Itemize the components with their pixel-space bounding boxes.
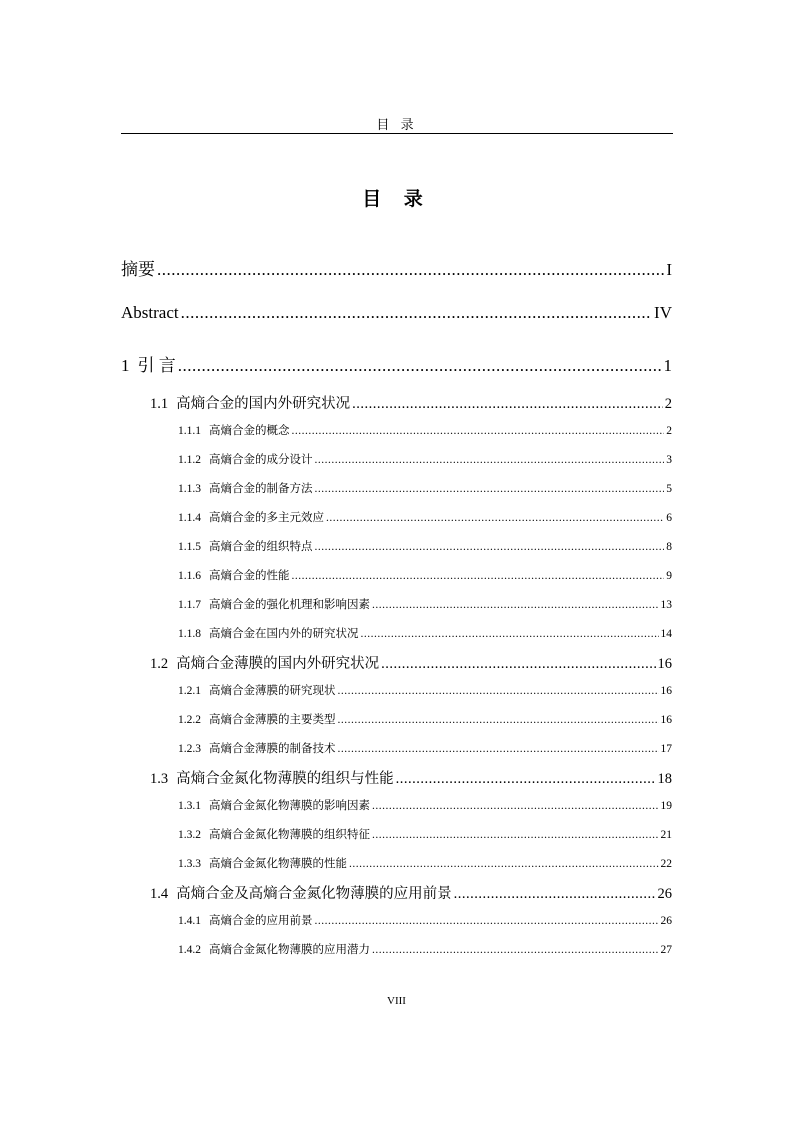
toc-entry-label xyxy=(178,797,370,813)
toc-entry-text: 高熵合金薄膜的国内外研究状况 xyxy=(176,656,380,672)
toc-entry-page: I xyxy=(666,260,672,279)
toc-entry-text: Abstract xyxy=(121,303,179,322)
toc-entry-level3[interactable] xyxy=(178,740,672,756)
toc-dot-leader xyxy=(338,685,659,697)
toc-entry-page: 2 xyxy=(666,425,672,437)
toc-entry-page: 17 xyxy=(660,743,672,755)
toc-dot-leader xyxy=(396,771,656,788)
running-head: 目 录 xyxy=(376,117,418,132)
toc-entry-number: 1.1.1 xyxy=(178,425,201,437)
toc-entry-page: 5 xyxy=(666,483,672,495)
toc-entry-page: 26 xyxy=(660,915,672,927)
toc-entry-text: 高熵合金的成分设计 xyxy=(209,454,313,466)
toc-dot-leader xyxy=(372,829,659,841)
toc-entry-label xyxy=(150,882,452,903)
toc-entry-text: 高熵合金在国内外的研究状况 xyxy=(209,628,359,640)
toc-entry-number: 1.3 xyxy=(150,771,169,787)
toc-entry-label xyxy=(178,855,347,871)
toc-entry-level3[interactable] xyxy=(178,711,672,727)
toc-entry-text: 高熵合金的制备方法 xyxy=(209,483,313,495)
toc-entry-label xyxy=(178,538,313,554)
toc-dot-leader xyxy=(381,656,655,673)
toc-dot-leader xyxy=(157,260,664,280)
toc-entry-level3[interactable] xyxy=(178,625,672,641)
toc-entry-text: 高熵合金氮化物薄膜的组织特征 xyxy=(209,829,370,841)
toc-entry-label xyxy=(150,767,394,788)
toc-entry-label xyxy=(178,509,324,525)
toc-entry-number: 1.1.5 xyxy=(178,541,201,553)
toc-entry-text: 高熵合金薄膜的研究现状 xyxy=(209,685,336,697)
toc-entry-text: 高熵合金及高熵合金氮化物薄膜的应用前景 xyxy=(176,886,452,902)
toc-dot-leader xyxy=(372,599,659,611)
toc-entry-level3[interactable] xyxy=(178,422,672,438)
toc-entry-level2[interactable] xyxy=(150,392,672,413)
toc-entry-level3[interactable] xyxy=(178,596,672,612)
toc-entry-number: 1.1.2 xyxy=(178,454,201,466)
toc-entry-number: 1.2.1 xyxy=(178,685,201,697)
toc-entry-level3[interactable] xyxy=(178,855,672,871)
toc-dot-leader xyxy=(326,512,664,524)
toc-entry-page: 2 xyxy=(664,396,672,412)
toc-entry-level3[interactable] xyxy=(178,682,672,698)
toc-dot-leader xyxy=(292,570,665,582)
toc-dot-leader xyxy=(352,396,663,413)
toc-entry-label xyxy=(121,351,176,376)
toc-entry-page: 16 xyxy=(657,656,672,672)
toc-entry-label xyxy=(150,652,379,673)
toc-entry-level3[interactable] xyxy=(178,509,672,525)
toc-dot-leader xyxy=(349,858,659,870)
toc-entry-page: 6 xyxy=(666,512,672,524)
toc-entry-text: 高熵合金的应用前景 xyxy=(209,915,313,927)
toc-dot-leader xyxy=(315,454,665,466)
toc-entry-number: 1.3.1 xyxy=(178,800,201,812)
toc-entry-page: 22 xyxy=(660,858,672,870)
toc-entry-page: 3 xyxy=(666,454,672,466)
toc-entry-level1[interactable] xyxy=(121,351,672,376)
toc-entry-number: 1.1.4 xyxy=(178,512,201,524)
toc-entry-number: 1.4.2 xyxy=(178,944,201,956)
toc-entry-level1[interactable] xyxy=(121,255,672,280)
toc-entry-text: 引 言 xyxy=(137,356,176,375)
toc-entry-number: 1.1.6 xyxy=(178,570,201,582)
toc-entry-number: 1.2.3 xyxy=(178,743,201,755)
toc-entry-label xyxy=(121,255,155,280)
toc-entry-page: 14 xyxy=(660,628,672,640)
toc-entry-page: 27 xyxy=(660,944,672,956)
toc-entry-level3[interactable] xyxy=(178,797,672,813)
toc-dot-leader xyxy=(181,303,652,323)
toc-entry-number: 1 xyxy=(121,356,130,375)
toc-entry-text: 高熵合金薄膜的主要类型 xyxy=(209,714,336,726)
toc-entry-label xyxy=(178,740,336,756)
toc-entry-number: 1.1 xyxy=(150,396,169,412)
toc-entry-level3[interactable] xyxy=(178,451,672,467)
toc-entry-page: 9 xyxy=(666,570,672,582)
toc-dot-leader xyxy=(372,800,659,812)
toc-entry-number: 1.1.7 xyxy=(178,599,201,611)
toc-dot-leader xyxy=(372,944,659,956)
toc-entry-label xyxy=(178,480,313,496)
toc-entry-page: 1 xyxy=(663,356,672,375)
toc-entry-label xyxy=(178,682,336,698)
toc-entry-text: 摘要 xyxy=(121,260,155,279)
toc-entry-text: 高熵合金氮化物薄膜的组织与性能 xyxy=(176,771,394,787)
toc-entry-label xyxy=(178,596,370,612)
toc-dot-leader xyxy=(338,714,659,726)
toc-entry-label xyxy=(178,826,370,842)
toc-entry-level2[interactable] xyxy=(150,652,672,673)
toc-entry-level1[interactable] xyxy=(121,303,672,323)
toc-dot-leader xyxy=(292,425,665,437)
toc-entry-label xyxy=(178,567,290,583)
toc-entry-label xyxy=(178,422,290,438)
toc-dot-leader xyxy=(315,541,665,553)
toc-entry-text: 高熵合金薄膜的制备技术 xyxy=(209,743,336,755)
toc-entry-label xyxy=(178,451,313,467)
toc-entry-page: IV xyxy=(654,303,672,322)
toc-entry-label xyxy=(178,912,313,928)
toc-entry-number: 1.2 xyxy=(150,656,169,672)
toc-entry-text: 高熵合金的强化机理和影响因素 xyxy=(209,599,370,611)
toc-entry-page: 16 xyxy=(660,714,672,726)
toc-entry-level3[interactable] xyxy=(178,567,672,583)
toc-dot-leader xyxy=(454,886,656,903)
toc-entry-label xyxy=(178,941,370,957)
page-title: 目 录 xyxy=(362,188,431,210)
toc-entry-text: 高熵合金氮化物薄膜的影响因素 xyxy=(209,800,370,812)
toc-entry-level2[interactable] xyxy=(150,882,672,903)
toc-dot-leader xyxy=(178,356,662,376)
toc-entry-number: 1.4.1 xyxy=(178,915,201,927)
toc-entry-level3[interactable] xyxy=(178,538,672,554)
toc-entry-text: 高熵合金的组织特点 xyxy=(209,541,313,553)
toc-entry-text: 高熵合金氮化物薄膜的性能 xyxy=(209,858,347,870)
toc-entry-number: 1.3.3 xyxy=(178,858,201,870)
toc-entry-label xyxy=(150,392,350,413)
toc-dot-leader xyxy=(315,483,665,495)
toc-dot-leader xyxy=(361,628,659,640)
toc-entry-label xyxy=(121,303,179,323)
toc-entry-page: 19 xyxy=(660,800,672,812)
toc-entry-number: 1.1.8 xyxy=(178,628,201,640)
toc-entry-page: 21 xyxy=(660,829,672,841)
toc-entry-text: 高熵合金的多主元效应 xyxy=(209,512,324,524)
toc-entry-label xyxy=(178,711,336,727)
toc-entry-page: 13 xyxy=(660,599,672,611)
toc-entry-level3[interactable] xyxy=(178,826,672,842)
page-number: VIII xyxy=(387,995,406,1007)
toc-entry-text: 高熵合金的概念 xyxy=(209,425,290,437)
toc-dot-leader xyxy=(338,743,659,755)
toc-entry-level2[interactable] xyxy=(150,767,672,788)
toc-entry-number: 1.2.2 xyxy=(178,714,201,726)
toc-dot-leader xyxy=(315,915,659,927)
toc-entry-level3[interactable] xyxy=(178,941,672,957)
toc-entry-page: 18 xyxy=(657,771,672,787)
toc-entry-page: 26 xyxy=(657,886,672,902)
toc-entry-number: 1.1.3 xyxy=(178,483,201,495)
toc-entry-page: 8 xyxy=(666,541,672,553)
toc-entry-page: 16 xyxy=(660,685,672,697)
toc-entry-number: 1.3.2 xyxy=(178,829,201,841)
toc-entry-text: 高熵合金的性能 xyxy=(209,570,290,582)
toc-entry-number: 1.4 xyxy=(150,886,169,902)
toc-entry-level3[interactable] xyxy=(178,480,672,496)
toc-entry-text: 高熵合金氮化物薄膜的应用潜力 xyxy=(209,944,370,956)
toc-entry-label xyxy=(178,625,359,641)
toc-entry-level3[interactable] xyxy=(178,912,672,928)
toc-entry-text: 高熵合金的国内外研究状况 xyxy=(176,396,351,412)
